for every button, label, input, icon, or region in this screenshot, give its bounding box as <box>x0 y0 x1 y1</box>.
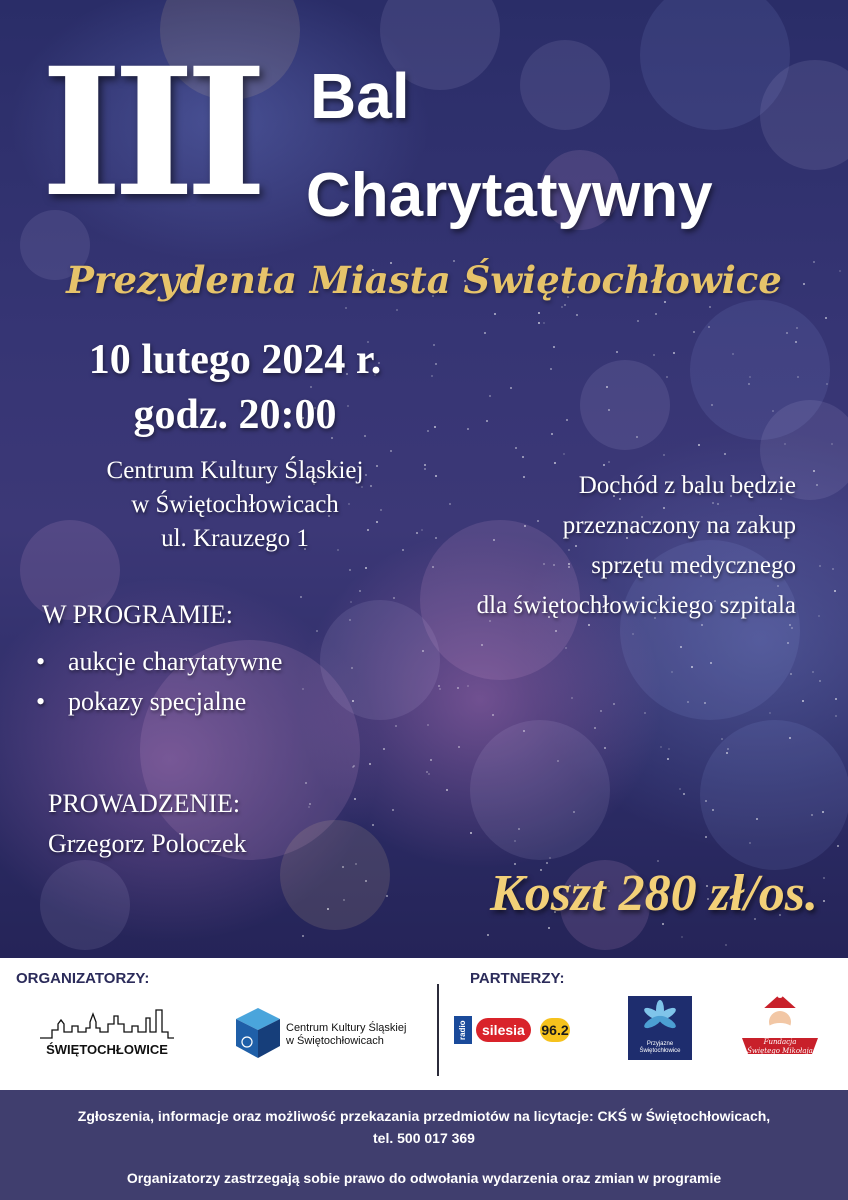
title-bal: Bal <box>310 60 410 132</box>
donation-line: sprzętu medycznego <box>591 552 796 579</box>
program-heading: W PROGRAMIE: <box>42 600 233 629</box>
sparkle-dot <box>457 687 459 689</box>
sparkle-dot <box>553 346 555 348</box>
fundacja-mikolaja-logo <box>738 992 822 1068</box>
sparkle-dot <box>510 387 512 389</box>
sparkle-dot <box>681 936 683 938</box>
sparkle-dot <box>693 331 695 333</box>
sparkle-dot <box>523 730 525 732</box>
silesia-radio-tag: radio <box>454 1016 472 1044</box>
bullet-icon: • <box>36 687 46 716</box>
sponsors-divider <box>437 984 439 1076</box>
cks-logo-line: w Świętochłowicach <box>286 1035 384 1047</box>
cube-icon <box>232 1004 284 1062</box>
sparkle-dot <box>327 908 329 910</box>
sparkle-dot <box>484 332 486 334</box>
przyjazne-swietochlowice-logo <box>628 996 692 1060</box>
sparkle-dot <box>725 944 727 946</box>
sparkle-dot <box>802 700 804 702</box>
mikolaj-text <box>742 1038 818 1056</box>
sparkle-dot <box>835 698 837 700</box>
sparkle-dot <box>300 596 302 598</box>
sparkle-dot <box>349 569 351 571</box>
bullet-icon: • <box>36 647 46 676</box>
sparkle-dot <box>660 746 662 748</box>
sparkle-dot <box>667 758 669 760</box>
sparkle-dot <box>309 803 311 805</box>
city-skyline-icon <box>38 1002 176 1042</box>
przyjazne-line: Świętochłowice <box>639 1048 681 1054</box>
sparkle-dot <box>489 395 491 397</box>
cks-logo <box>232 1004 432 1062</box>
mikolaj-line: Świętego Mikołaja <box>747 1047 813 1055</box>
program-list <box>36 642 282 722</box>
sparkle-dot <box>710 662 712 664</box>
sparkle-dot <box>812 671 814 673</box>
sparkle-dot <box>784 443 786 445</box>
sparkle-dot <box>390 450 392 452</box>
sparkle-dot <box>548 927 550 929</box>
sparkle-dot <box>724 453 726 455</box>
sparkle-dot <box>797 376 799 378</box>
footer-disclaimer: Organizatorzy zastrzegają sobie prawo do odwołania wydarzenia oraz zmian w programie <box>126 1170 722 1186</box>
sparkle-dot <box>566 419 568 421</box>
sparkle-dot <box>431 375 433 377</box>
sparkle-dot <box>565 647 567 649</box>
sparkle-dot <box>554 462 556 464</box>
sparkle-dot <box>683 793 685 795</box>
sparkle-dot <box>790 673 792 675</box>
sparkle-dot <box>430 759 432 761</box>
sparkle-dot <box>494 313 496 315</box>
przyjazne-text <box>628 1041 692 1055</box>
sparkle-dot <box>467 428 469 430</box>
sparkle-dot <box>305 782 307 784</box>
silesia-frequency: 96.2 <box>540 1018 570 1042</box>
sparkle-dot <box>604 747 606 749</box>
sparkle-dot <box>467 685 469 687</box>
sparkle-dot <box>470 832 472 834</box>
sparkle-dot <box>613 703 615 705</box>
sparkle-dot <box>772 410 774 412</box>
donation-line: przeznaczony na zakup <box>562 512 796 539</box>
sparkle-dot <box>813 470 815 472</box>
donation-note <box>360 466 796 626</box>
sparkle-dot <box>573 811 575 813</box>
sparkle-dot <box>705 836 707 838</box>
sparkle-dot <box>353 765 355 767</box>
program-item <box>36 642 282 682</box>
venue-line: Centrum Kultury Śląskiej <box>106 457 364 484</box>
sparkle-dot <box>316 630 318 632</box>
sparkle-dot <box>302 935 304 937</box>
sparkle-dot <box>563 453 565 455</box>
sparkle-dot <box>576 314 578 316</box>
radio-silesia-logo <box>454 1016 572 1046</box>
sparkle-dot <box>823 900 825 902</box>
flower-icon <box>628 996 692 1040</box>
santa-icon <box>738 992 822 1068</box>
sparkle-dot <box>446 789 448 791</box>
sparkle-dot <box>834 590 836 592</box>
sparkle-dot <box>822 811 824 813</box>
sparkle-dot <box>632 633 634 635</box>
sparkle-dot <box>428 773 430 775</box>
event-date: 10 lutego 2024 r. <box>88 337 382 383</box>
sparkle-dot <box>435 363 437 365</box>
host-heading: PROWADZENIE: <box>48 789 241 818</box>
silesia-name: silesia <box>476 1018 531 1042</box>
sparkle-dot <box>369 763 371 765</box>
sparkle-dot <box>550 368 552 370</box>
sparkle-dot <box>795 341 797 343</box>
sparkle-dot <box>673 352 675 354</box>
sparkle-dot <box>600 710 602 712</box>
sparkle-dot <box>383 748 385 750</box>
sparkle-dot <box>427 724 429 726</box>
organizers-label: ORGANIZATORZY: <box>16 970 150 987</box>
edition-number: III <box>40 29 258 236</box>
sparkle-dot <box>555 630 557 632</box>
sparkle-dot <box>302 688 304 690</box>
sparkle-dot <box>392 809 394 811</box>
sparkle-dot <box>439 688 441 690</box>
sparkle-dot <box>711 404 713 406</box>
sparkle-dot <box>386 895 388 897</box>
footer-band <box>0 1090 848 1200</box>
sparkle-dot <box>352 700 354 702</box>
sparkle-dot <box>680 646 682 648</box>
sparkle-dot <box>515 447 517 449</box>
sparkle-dot <box>538 322 540 324</box>
footer-phone: tel. 500 017 369 <box>373 1130 475 1146</box>
sparkle-dot <box>434 426 436 428</box>
sparkle-dot <box>671 671 673 673</box>
sparkle-dot <box>831 443 833 445</box>
sparkle-dot <box>636 436 638 438</box>
przyjazne-line: Przyjazne <box>646 1041 674 1047</box>
sparkle-dot <box>666 376 668 378</box>
sparkle-dot <box>818 615 820 617</box>
donation-line: Dochód z balu będzie <box>578 472 796 499</box>
sparkle-dot <box>522 456 524 458</box>
sparkle-dot <box>594 727 596 729</box>
cks-logo-text <box>286 1022 406 1048</box>
sparkle-dot <box>698 444 700 446</box>
partners-label: PARTNERZY: <box>470 970 565 987</box>
program-item <box>36 682 282 722</box>
sparkle-dot <box>395 725 397 727</box>
sparkle-dot <box>492 714 494 716</box>
sparkle-dot <box>832 568 834 570</box>
sparkle-dot <box>487 934 489 936</box>
sparkle-dot <box>819 565 821 567</box>
sparkle-dot <box>819 680 821 682</box>
sparkle-dot <box>538 312 540 314</box>
sparkle-dot <box>426 771 428 773</box>
sparkle-dot <box>825 317 827 319</box>
program-item-label: pokazy specjalne <box>68 687 247 716</box>
cks-logo-line: Centrum Kultury Śląskiej <box>286 1022 407 1034</box>
swietochlowice-logo-text: ŚWIĘTOCHŁOWICE <box>46 1042 168 1057</box>
sparkle-dot <box>543 322 545 324</box>
venue-line: w Świętochłowicach <box>131 491 339 518</box>
sparkle-dot <box>653 354 655 356</box>
sparkle-dot <box>644 712 646 714</box>
ticket-price: Koszt 280 zł/os. <box>490 865 818 922</box>
sparkle-dot <box>616 351 618 353</box>
sparkle-dot <box>691 666 693 668</box>
sparkle-dot <box>349 619 351 621</box>
sparkle-dot <box>668 748 670 750</box>
sparkle-dot <box>372 824 374 826</box>
sparkle-dot <box>789 737 791 739</box>
footer-info: Zgłoszenia, informacje oraz możliwość przekazania przedmiotów na licytacje: CKŚ w Świętochłowicach, <box>77 1108 771 1124</box>
host-name: Grzegorz Poloczek <box>48 829 247 858</box>
title-charytatywny: Charytatywny <box>306 161 713 230</box>
sparkle-dot <box>811 814 813 816</box>
sparkle-dot <box>823 877 825 879</box>
sparkle-dot <box>427 430 429 432</box>
sparkle-dot <box>837 845 839 847</box>
sparkle-dot <box>655 313 657 315</box>
sparkle-dot <box>608 461 610 463</box>
program-item-label: aukcje charytatywne <box>68 647 283 676</box>
sparkle-dot <box>732 353 734 355</box>
event-time: godz. 20:00 <box>133 392 337 438</box>
sparkle-dot <box>749 842 751 844</box>
swietochlowice-logo <box>38 1002 176 1058</box>
sparkle-dot <box>433 344 435 346</box>
mikolaj-line: Fundacja <box>763 1038 797 1046</box>
sparkle-dot <box>679 788 681 790</box>
sparkle-dot <box>571 697 573 699</box>
sparkle-dot <box>704 702 706 704</box>
sparkle-dot <box>354 798 356 800</box>
sparkle-dot <box>835 715 837 717</box>
sparkle-dot <box>350 601 352 603</box>
donation-line: dla świętochłowickiego szpitala <box>476 592 796 619</box>
sparkle-dot <box>551 433 553 435</box>
sponsors-strip <box>0 958 848 1090</box>
venue-line: ul. Krauzego 1 <box>161 525 309 552</box>
sparkle-dot <box>726 752 728 754</box>
sparkle-dot <box>486 420 488 422</box>
sparkle-dot <box>663 454 665 456</box>
sparkle-dot <box>438 685 440 687</box>
sparkle-dot <box>769 712 771 714</box>
sparkle-dot <box>458 746 460 748</box>
sparkle-dot <box>608 409 610 411</box>
subtitle: Prezydenta Miasta Świętochłowice <box>66 258 782 302</box>
sparkle-dot <box>637 320 639 322</box>
sparkle-dot <box>355 863 357 865</box>
